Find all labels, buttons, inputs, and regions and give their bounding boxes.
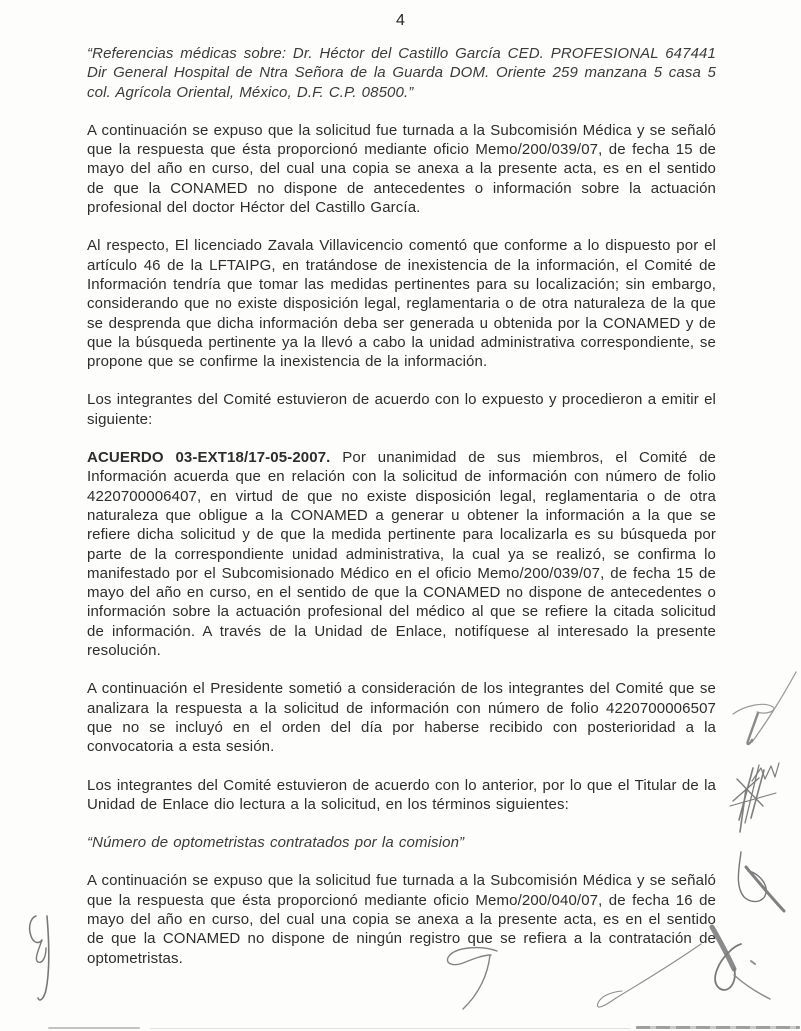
paragraph-titular-lectura: Los integrantes del Comité estuvieron de acuerdo con lo anterior, por lo que el Titular de la Unidad de Enlace dio lectura a la solicitud, en los términos siguientes: [87, 776, 716, 813]
paragraph-presidente-consideracion: A continuación el Presidente sometió a consideración de los integrantes del Comité que se analizara la respuesta a la solicitud de información con número de folio 4220700006507 que no se incluyó en el orden del día por haberse recibido con posterioridad a la convocatoria a esta sesión. [87, 680, 716, 756]
page-number: 4 [396, 12, 405, 29]
signature-loop-paraph-mark [738, 852, 784, 911]
optometristas-quote: “Número de optometristas contratados por la comision” [87, 834, 465, 852]
scan-edge-artifact-left [48, 1027, 140, 1029]
scan-edge-artifact-mid [150, 1028, 630, 1029]
medical-reference-quote: “Referencias médicas sobre: Dr. Héctor del Castillo García CED. PROFESIONAL 647441 Dir General Hospital de Ntra Señora de la Guarda DOM. Oriente 259 manzana 5 casa 5 col. Agrícola Oriental, México, D.F. C.P. 08500.” [87, 45, 716, 101]
signature-scribble-mark [730, 763, 779, 832]
acuerdo-number-label: ACUERDO 03-EXT18/17-05-2007. [87, 449, 331, 467]
paragraph-acuerdo-03-ext18 [87, 448, 716, 660]
paragraph-zavala-villavicencio: Al respecto, El licenciado Zavala Villavicencio comentó que conforme a lo dispuesto por el artículo 46 de la LFTAIPG, en tratándose de inexistencia de la información, el Comité de Información tendría que tomar las medidas pertinentes para su localización; sin embargo, considerando que no existe disposición legal, reglamentaria o de otra naturaleza de la que se desprenda que dicha información deba ser generada u obtenida por la CONAMED y de que la búsqueda pertinente ya la llevó a cabo la unidad administrativa correspondiente, se propone que se confirme la inexistencia de la información. [87, 237, 716, 371]
acuerdo-body-text: Por unanimidad de sus miembros, el Comité de Información acuerda que en relación con la solicitud de información con número de folio 4220700006407, en virtud de que no existe disposición legal, reglamentaria o de otra naturaleza que obligue a la CONAMED a generar u obtener la información a la que se refiere dicha solicitud y de que la medida pertinente para localizarla es su búsqueda por parte de la correspondiente unidad administrativa, la cual ya se realizó, se confirma lo manifestado por el Subcomisionado Médico en el oficio Memo/200/039/07, de fecha 15 de mayo del año en curso, en el sentido de que la CONAMED no dispone de antecedentes o información sobre la actuación profesional del médico al que se refiere la citada solicitud de información. A través de la Unidad de Enlace, notifíquese al interesado la presente resolución. [87, 449, 717, 660]
document-body [87, 44, 716, 987]
paragraph-subcomision-respuesta-039: A continuación se expuso que la solicitud fue turnada a la Subcomisión Médica y se señaló que la respuesta que ésta proporcionó mediante oficio Memo/200/039/07, de fecha 15 de mayo del año en curso, del cual una copia se anexa a la presente acta, es en el sentido de que la CONAMED no dispone de antecedentes o información sobre la actuación profesional del doctor Héctor del Castillo García. [87, 121, 716, 217]
signature-check-stroke-mark [733, 672, 796, 744]
handwritten-initial-left-margin-mark [30, 916, 49, 1000]
paragraph-subcomision-respuesta-040: A continuación se expuso que la solicitud fue turnada a la Subcomisión Médica y se señaló que la respuesta que ésta proporcionó mediante oficio Memo/200/040/07, de fecha 16 de mayo del año en curso, del cual una copia se anexa a la presente acta, es en el sentido de que la CONAMED no dispone de ningún registro que se refiera a la contratación de optometristas. [87, 872, 716, 967]
signature-heavy-stroke-mark [712, 927, 770, 999]
paragraph-comite-acuerdo-intro: Los integrantes del Comité estuvieron de acuerdo con lo expuesto y procedieron a emitir el siguiente: [87, 391, 716, 428]
scan-edge-artifact-right [636, 1026, 800, 1029]
